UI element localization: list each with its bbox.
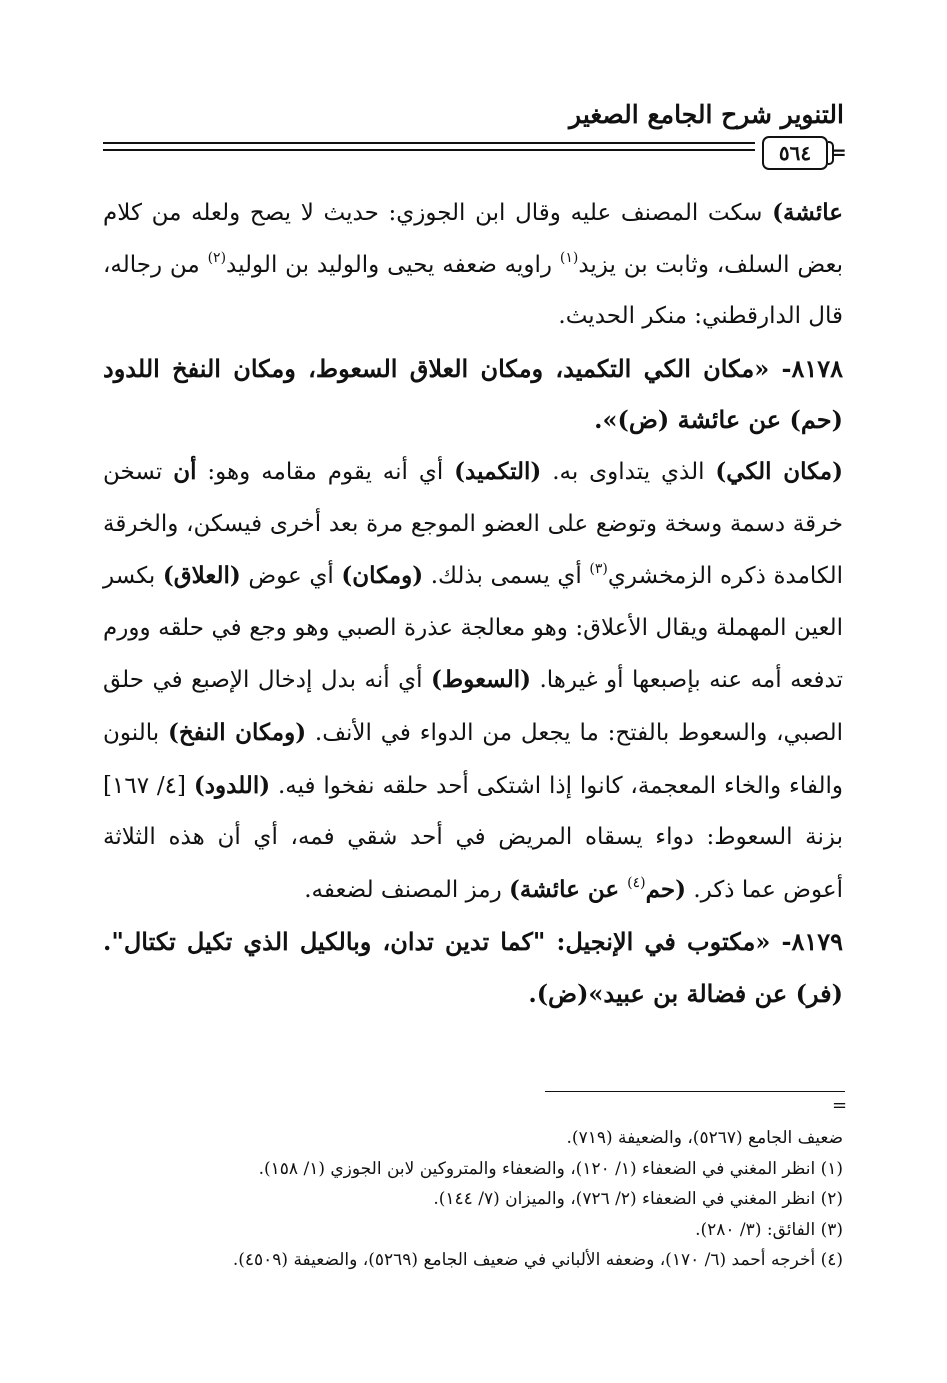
footnote-3: (٣) الفائق: (٣/ ٢٨٠). (695, 1219, 843, 1240)
commentary-text-6: بكسر العين المهملة ويقال الأعلاق: وهو معالجة عذرة الصبي وهو وجع في حلقه وورم تدفعه أمه عنه بإصبعها أو غيرها. (103, 563, 843, 694)
intro-paragraph (103, 187, 843, 343)
footnote-continuation-mark: = (832, 1095, 848, 1116)
intro-text-3: من رجاله، قال الدارقطني: منكر الحديث. (103, 251, 843, 330)
commentary-bold-2: (التكميد) (454, 457, 542, 485)
page-number-mark: = (830, 140, 847, 164)
commentary-bold-6: (السعوط) (431, 666, 531, 694)
commentary-bold-3: أن (173, 457, 197, 485)
commentary-text-7: أي أنه بدل إدخال الإصبع في حلق الصبي، والسعوط بالفتح: ما يجعل من الدواء في الأنف. (103, 667, 843, 746)
footnote-ref-4: (٤) (627, 874, 646, 891)
commentary-paragraph (103, 446, 843, 916)
main-text (103, 187, 843, 1020)
commentary-text-2: أي أنه يقوم مقامه وهو: (196, 458, 455, 485)
commentary-bold-7: (ومكان النفخ) (167, 718, 307, 746)
hadith-8179: ٨١٧٩- «مكتوب في الإنجيل: "كما تدين تدان، وبالكيل الذي تكيل تكتال". (فر) عن فضالة بن عبيد»(ض). (103, 927, 843, 1008)
footnote-ref-3: (٣) (589, 561, 608, 578)
header-rule-bottom (103, 149, 755, 151)
footnote-ref-2: (٢) (207, 249, 227, 266)
commentary-bold-9: (حم (645, 875, 687, 903)
intro-text-1: سكت المصنف عليه وقال ابن الجوزي: حديث لا يصح ولعله من كلام بعض السلف، وثابت بن يزيد (103, 200, 843, 278)
header-rule-top (103, 142, 755, 144)
intro-bold-1: عائشة) (772, 199, 843, 226)
commentary-text-9: [٤/ ١٦٧] بزنة السعوط: دواء يسقاه المريض في أحد شقي فمه، أي أن هذه الثلاثة أعوض عما ذكر. (103, 772, 843, 903)
commentary-text-3: تسخن خرقة دسمة وسخة وتوضع على العضو الموجع مرة بعد أخرى فيسكن، والخرقة الكامدة ذكره الزمخشري (103, 458, 844, 590)
commentary-bold-4: (ومكان) (341, 562, 424, 590)
footnote-continuation: ضعيف الجامع (٥٢٦٧)، والضعيفة (٧١٩). (566, 1128, 843, 1148)
commentary-bold-1: (مكان الكي) (715, 457, 843, 485)
commentary-bold-8: (اللدود) (193, 771, 271, 799)
intro-text-2: راويه ضعفه يحيى والوليد بن الوليد (226, 251, 560, 278)
running-header-title: التنوير شرح الجامع الصغير (569, 100, 844, 129)
footnote-4: (٤) أخرجه أحمد (٦/ ١٧٠)، وضعفه الألباني في ضعيف الجامع (٥٢٦٩)، والضعيفة (٤٥٠٩). (232, 1250, 843, 1270)
commentary-text-4: أي يسمى بذلك. (423, 563, 590, 590)
commentary-text-5: أي عوض (240, 563, 342, 590)
commentary-bold-10: عن عائشة) (509, 875, 628, 903)
commentary-text-1: الذي يتداوى به. (541, 458, 716, 485)
footnote-2: (٢) انظر المغني في الضعفاء (٢/ ٧٢٦)، والميزان (٧/ ١٤٤). (433, 1189, 843, 1209)
hadith-8178: ٨١٧٨- «مكان الكي التكميد، ومكان العلاق السعوط، ومكان النفخ اللدود (حم) عن عائشة (ض)». (103, 353, 843, 435)
commentary-bold-5: (العلاق) (162, 562, 241, 590)
footnotes (140, 1123, 843, 1276)
footnote-ref-1: (١) (559, 249, 579, 266)
footnote-separator (545, 1091, 845, 1092)
footnote-1: (١) انظر المغني في الضعفاء (١/ ١٢٠)، والضعفاء والمتروكين لابن الجوزي (١/ ١٥٨). (258, 1158, 843, 1179)
commentary-text-10: رمز المصنف لضعفه. (304, 876, 510, 903)
page-number: ٥٦٤ (778, 141, 812, 165)
commentary-text-8: بالنون والفاء والخاء المعجمة، كانوا إذا اشتكى أحد حلقه نفخوا فيه. (103, 719, 843, 799)
page-number-box (762, 136, 828, 170)
